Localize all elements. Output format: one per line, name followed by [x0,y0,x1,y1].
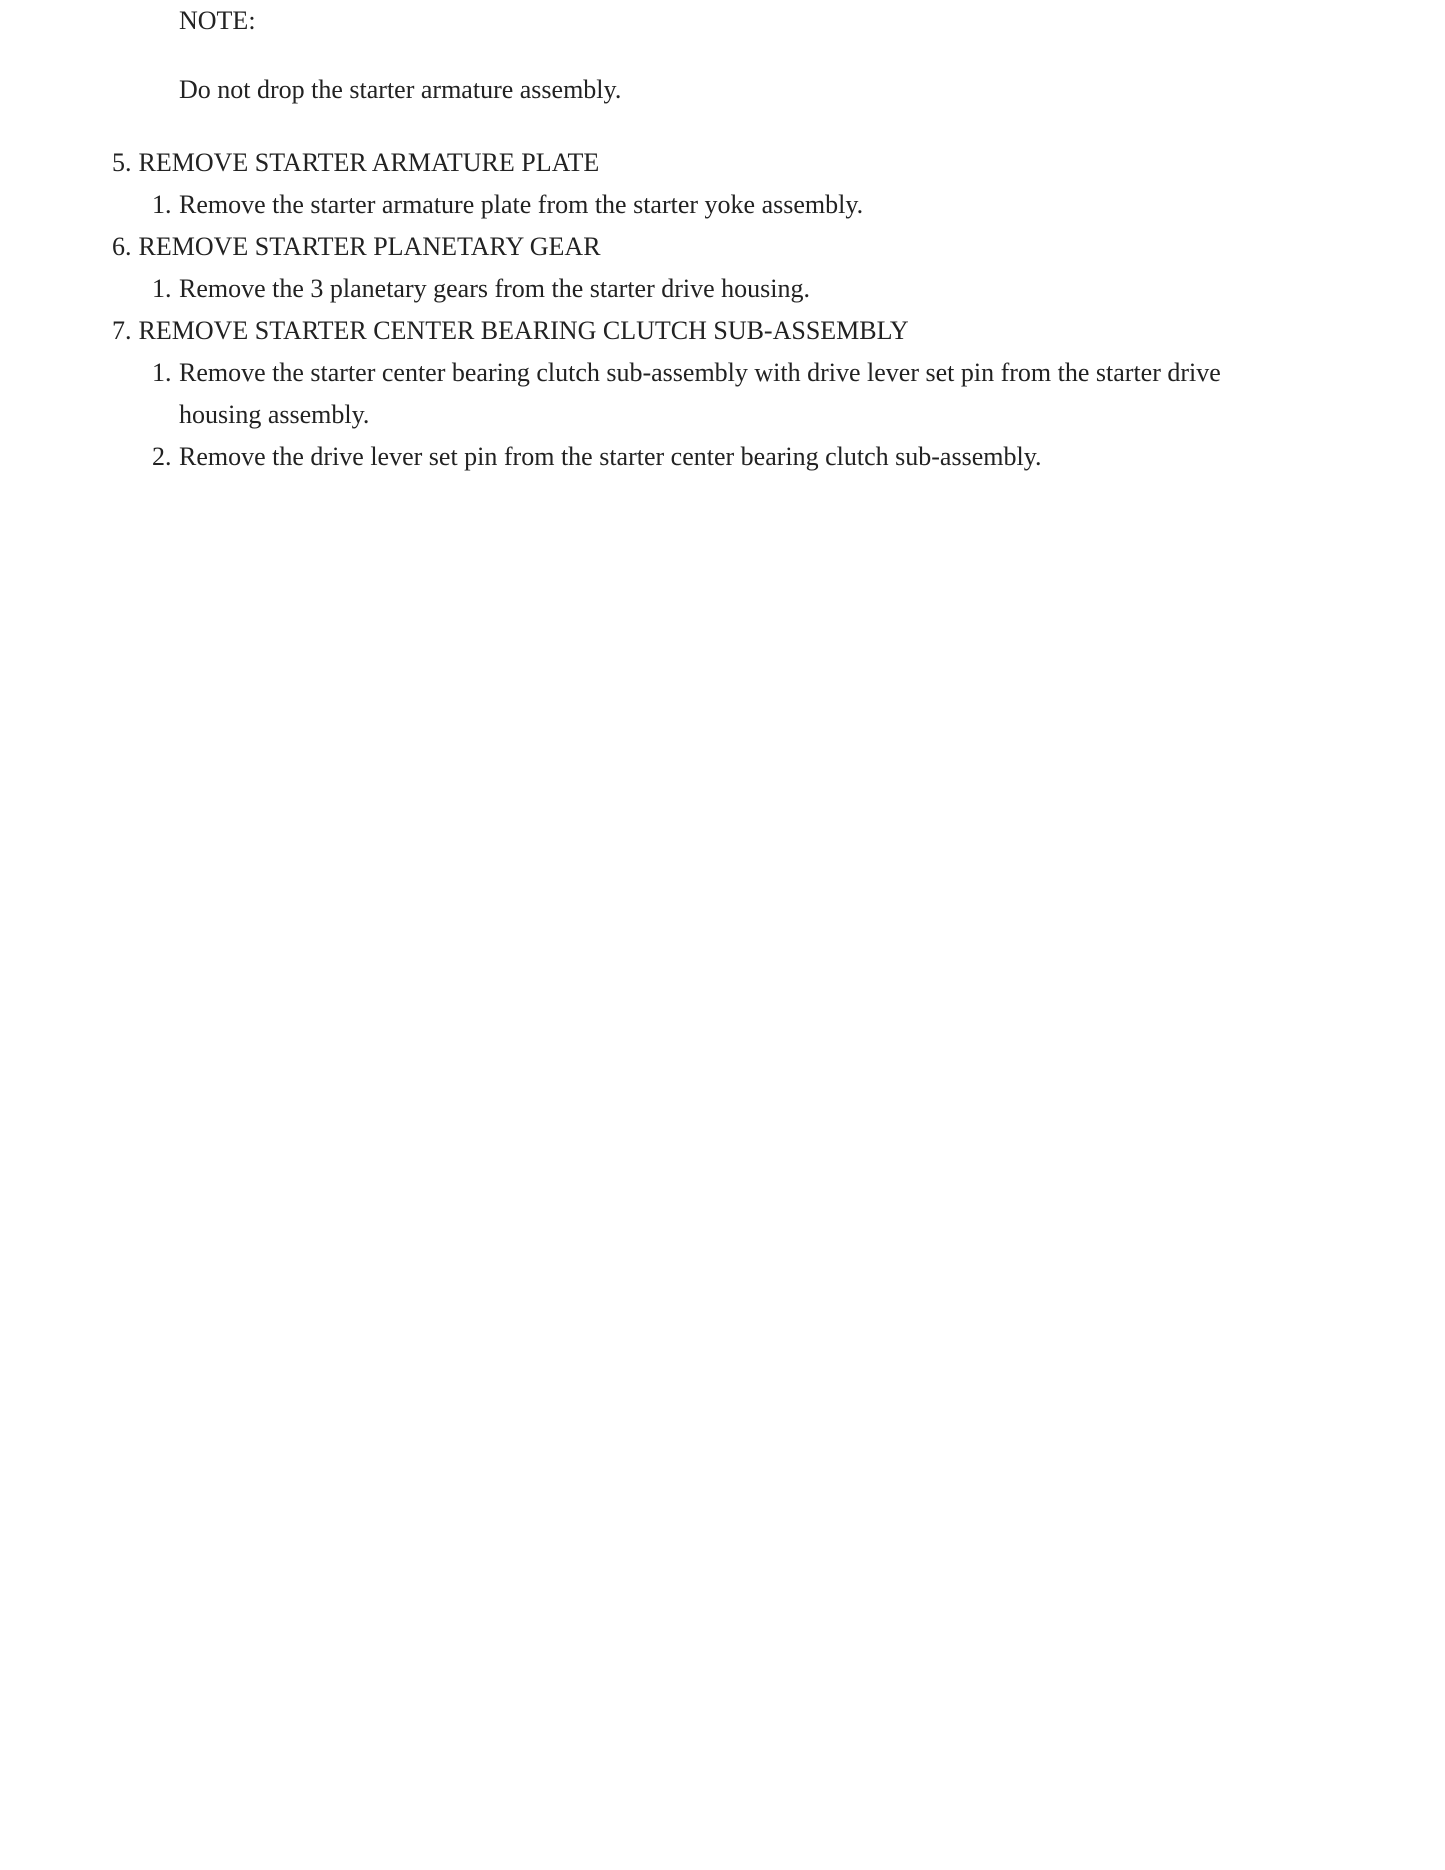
substep-list [112,352,1332,478]
note-label: NOTE: [179,6,256,35]
step-number: 6. [112,232,132,261]
step-heading [112,310,1332,352]
procedure-steps [112,142,1332,478]
step-6 [112,226,1332,310]
step-7 [112,310,1332,478]
substep-number: 1. [152,358,172,387]
step-heading [112,142,1332,184]
substep-text: Remove the drive lever set pin from the starter center bearing clutch sub-assembly. [179,442,1042,471]
substep-list [112,184,1332,226]
substep-item [152,184,1332,226]
substep-text: Remove the 3 planetary gears from the starter drive housing. [179,274,811,303]
substep-text: Remove the starter armature plate from the starter yoke assembly. [179,190,864,219]
step-title: REMOVE STARTER ARMATURE PLATE [138,148,600,177]
substep-item [152,352,1332,436]
step-number: 5. [112,148,132,177]
substep-item [152,268,1332,310]
substep-number: 2. [152,442,172,471]
substep-text: Remove the starter center bearing clutch sub-assembly with drive lever set pin from the starter drive housing assembly. [179,358,1221,429]
step-title: REMOVE STARTER CENTER BEARING CLUTCH SUB-ASSEMBLY [138,316,909,345]
substep-item [152,436,1332,478]
step-number: 7. [112,316,132,345]
step-title: REMOVE STARTER PLANETARY GEAR [138,232,601,261]
step-heading [112,226,1332,268]
substep-number: 1. [152,274,172,303]
substep-list [112,268,1332,310]
note-text: Do not drop the starter armature assembly. [179,75,622,104]
substep-number: 1. [152,190,172,219]
step-5 [112,142,1332,226]
